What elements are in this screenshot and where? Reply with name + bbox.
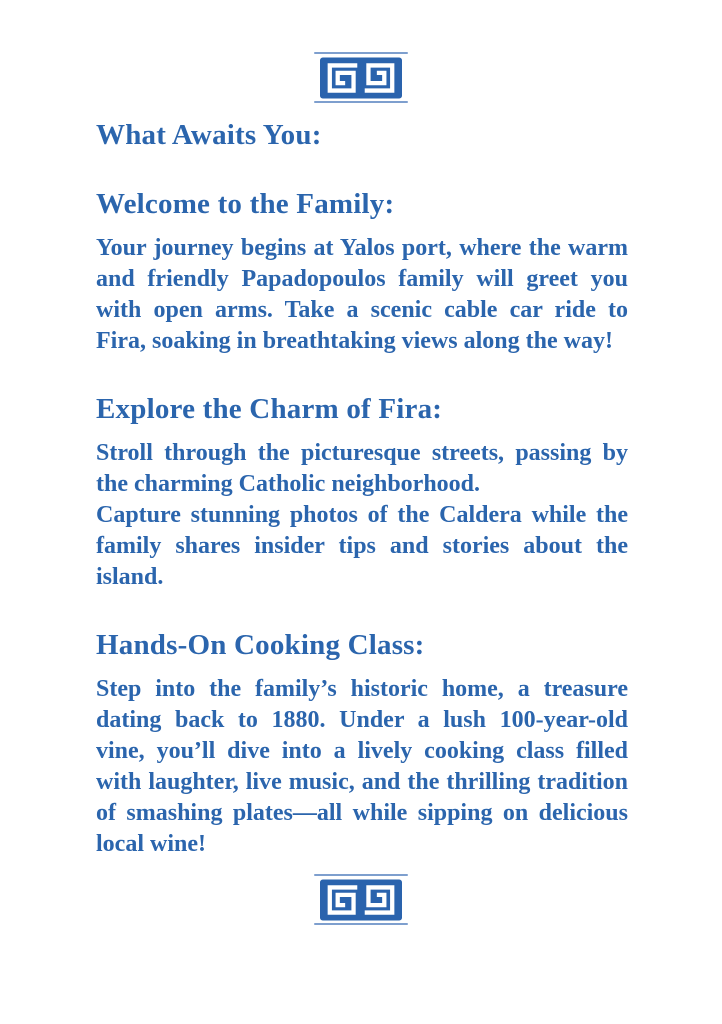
section-heading: Hands-On Cooking Class: xyxy=(96,629,425,661)
ornament-rule-top xyxy=(314,52,408,54)
body-paragraph: Your journey begins at Yalos port, where the warm and friendly Papadopoulos family will greet you with open arms. Take a scenic cable car ride to Fira, soaking in breathtaking views along the way! xyxy=(96,235,628,354)
section-cooking-class xyxy=(96,629,628,860)
section-welcome xyxy=(96,188,628,357)
section-heading: Welcome to the Family: xyxy=(96,188,395,220)
ornament-rule-top xyxy=(314,874,408,876)
section-what-awaits xyxy=(96,119,628,152)
body-paragraph: Capture stunning photos of the Caldera while the family shares insider tips and stories about the island. xyxy=(96,502,628,590)
greek-key-ornament-top xyxy=(306,0,416,103)
meander-icon xyxy=(320,57,402,99)
greek-key-ornament-bottom xyxy=(306,874,416,925)
ornament-rule-bottom xyxy=(314,923,408,925)
ornament-rule-bottom xyxy=(314,101,408,103)
section-explore-fira xyxy=(96,393,628,593)
section-heading: Explore the Charm of Fira: xyxy=(96,393,443,425)
section-heading: What Awaits You: xyxy=(96,119,322,151)
body-paragraph: Stroll through the picturesque streets, passing by the charming Catholic neighborhood. xyxy=(96,440,628,497)
body-paragraph: Step into the family’s historic home, a treasure dating back to 1880. Under a lush 100-year-old vine, you’ll dive into a lively cooking class filled with laughter, live music, and the thrilling tradition of smashing plates—all while sipping on delicious local wine! xyxy=(96,676,628,857)
meander-icon xyxy=(320,879,402,921)
page-content xyxy=(96,119,628,860)
